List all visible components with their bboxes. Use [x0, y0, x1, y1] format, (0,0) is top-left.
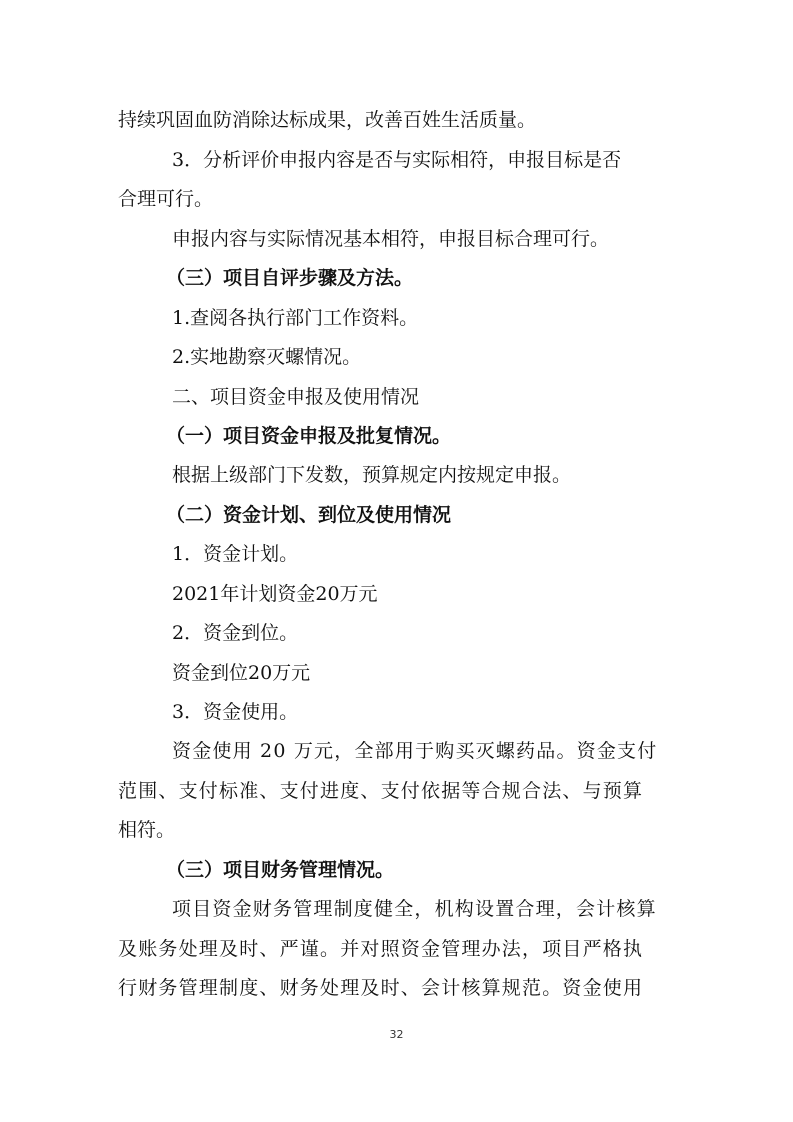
list-item: 1．资金计划。	[172, 543, 299, 565]
chapter-heading: 二、项目资金申报及使用情况	[172, 386, 420, 408]
paragraph-line: 资金到位20万元	[172, 662, 311, 684]
paragraph-line: 行财务管理制度、财务处理及时、会计核算规范。资金使用	[118, 977, 644, 999]
paragraph-line: 项目资金财务管理制度健全，机构设置合理，会计核算	[172, 898, 657, 920]
paragraph-line: 及账务处理及时、严谨。并对照资金管理办法，项目严格执	[118, 938, 644, 960]
paragraph-line: 合理可行。	[118, 188, 214, 210]
list-item: 3．资金使用。	[172, 701, 299, 723]
list-item: 2.实地勘察灭螺情况。	[172, 346, 362, 368]
list-item: 1.查阅各执行部门工作资料。	[172, 307, 419, 329]
section-heading: （一）项目资金申报及批复情况。	[166, 425, 452, 447]
paragraph-line: 持续巩固血防消除达标成果，改善百姓生活质量。	[118, 109, 537, 131]
paragraph-line: 资金使用 20 万元，全部用于购买灭螺药品。资金支付	[172, 740, 658, 762]
section-heading: （二）资金计划、到位及使用情况	[166, 504, 452, 526]
paragraph-line: 根据上级部门下发数，预算规定内按规定申报。	[172, 464, 572, 486]
list-item: 2．资金到位。	[172, 622, 299, 644]
section-heading: （三）项目财务管理情况。	[166, 859, 395, 881]
paragraph-line: 相符。	[118, 819, 176, 841]
section-heading: （三）项目自评步骤及方法。	[166, 267, 414, 289]
paragraph-line: 3．分析评价申报内容是否与实际相符，申报目标是否	[172, 149, 622, 171]
paragraph-line: 申报内容与实际情况基本相符，申报目标合理可行。	[172, 228, 610, 250]
paragraph-line: 范围、支付标准、支付进度、支付依据等合规合法、与预算	[118, 780, 644, 802]
page-number: 32	[389, 1028, 404, 1041]
paragraph-line: 2021年计划资金20万元	[172, 583, 378, 605]
